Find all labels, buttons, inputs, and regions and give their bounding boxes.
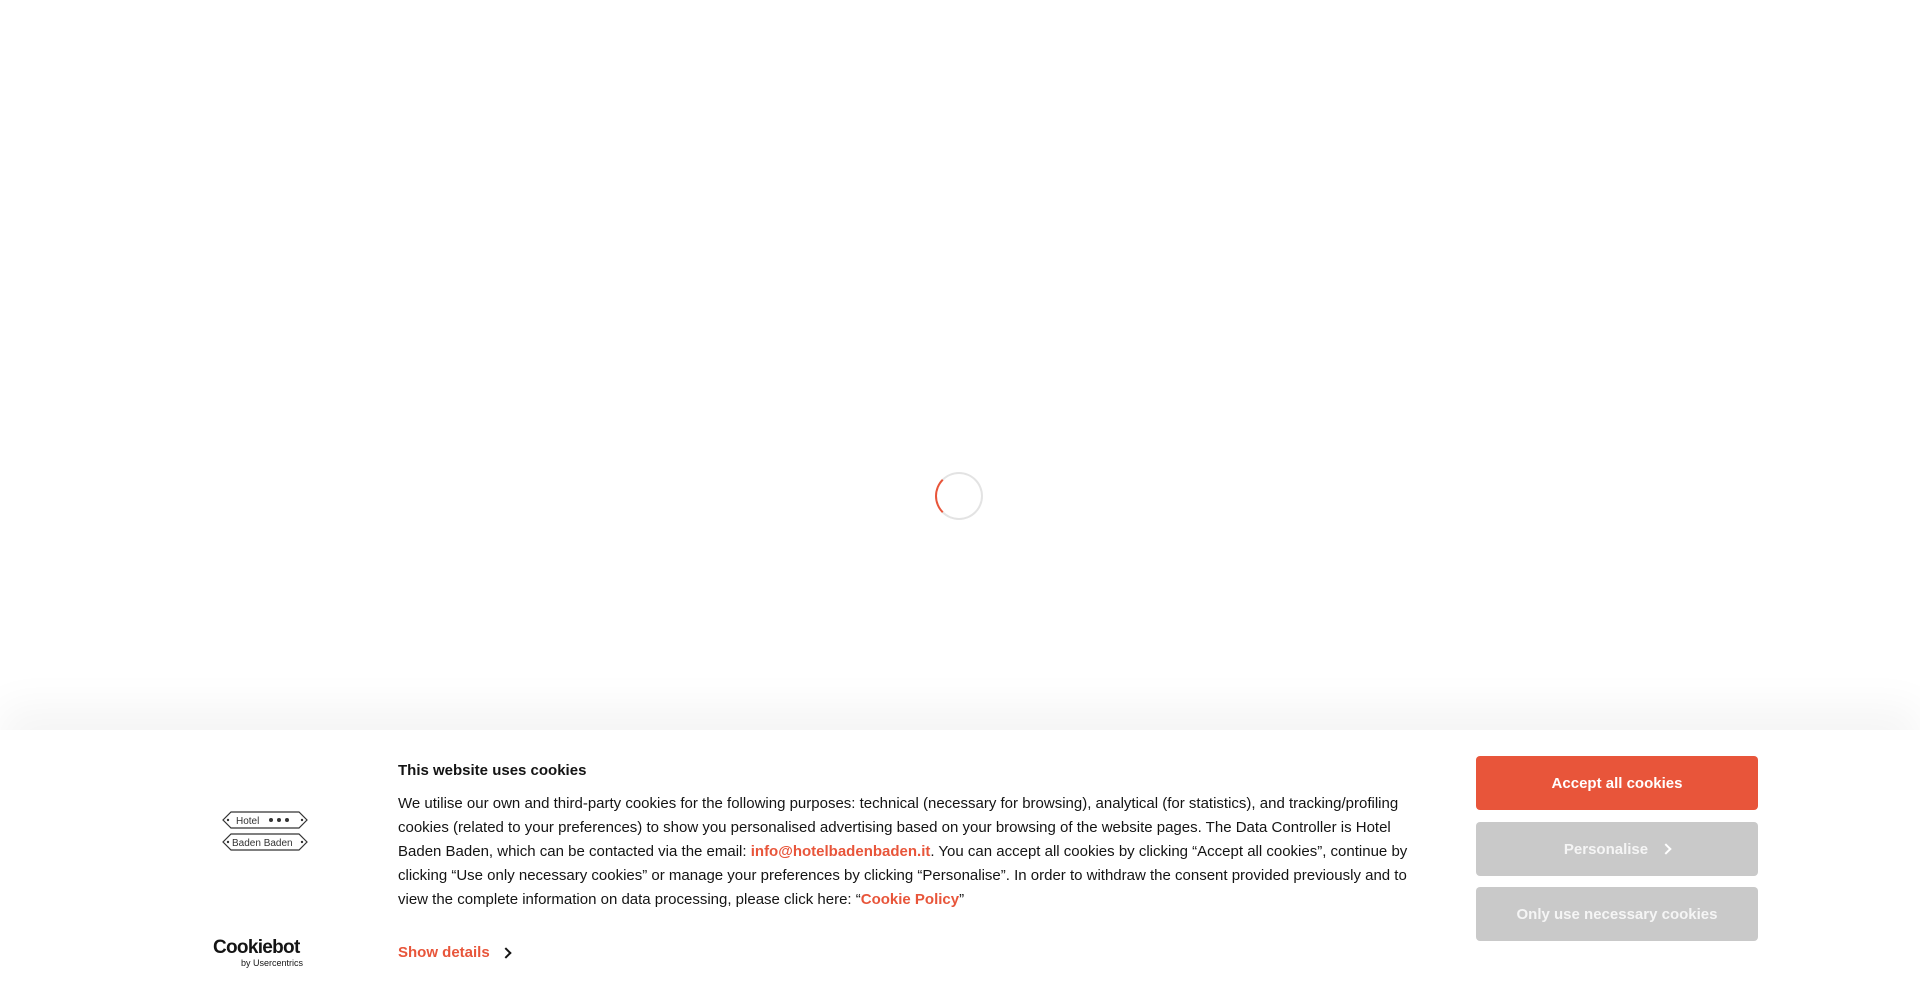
email-link[interactable]: info@hotelbadenbaden.it bbox=[750, 843, 931, 860]
hotel-logo-line1: Hotel bbox=[236, 816, 260, 827]
description-text-1: We utilise our own and third-party cookies for the following purposes: technical (necessary for browsing), analytical (for statistics), and tracking/profiling cookies (related to your preferences) to show you personalised advertising based on your browsing of the website pages. The Data Controller is Hotel Baden Baden, which can be contacted via the email: bbox=[398, 795, 1399, 860]
accept-button-label: Accept all cookies bbox=[1551, 774, 1683, 792]
accept-all-cookies-button[interactable] bbox=[1476, 756, 1758, 810]
description-text-3: ” bbox=[959, 891, 965, 908]
cookiebot-logo-tagline: by Usercentrics bbox=[241, 958, 304, 968]
cookiebot-logo-name: Cookiebot bbox=[213, 937, 300, 958]
necessary-cookies-button[interactable] bbox=[1476, 887, 1758, 941]
loading-spinner bbox=[935, 472, 983, 520]
banner-title: This website uses cookies bbox=[398, 762, 587, 779]
personalise-button-label: Personalise bbox=[1563, 840, 1649, 858]
banner-description bbox=[398, 792, 1423, 912]
show-details-link[interactable] bbox=[398, 944, 510, 961]
cookie-banner bbox=[0, 730, 1920, 993]
personalise-button[interactable] bbox=[1476, 822, 1758, 876]
hotel-logo bbox=[221, 810, 309, 854]
chevron-right-icon bbox=[1660, 843, 1671, 854]
cookiebot-logo[interactable] bbox=[213, 938, 317, 972]
hotel-logo-line2: Baden Baden bbox=[232, 838, 293, 849]
chevron-right-icon bbox=[500, 947, 511, 958]
cookie-policy-link[interactable]: Cookie Policy bbox=[860, 891, 960, 908]
necessary-button-label: Only use necessary cookies bbox=[1516, 905, 1718, 923]
show-details-label: Show details bbox=[398, 944, 490, 961]
description-text-2: . You can accept all cookies by clicking “Accept all cookies”, continue by clicking “Use only necessary cookies” or manage your preferences by clicking “Personalise”. In order to withdraw the consent provided previously and to view the complete information on data processing, please click here: “ bbox=[398, 843, 1408, 908]
